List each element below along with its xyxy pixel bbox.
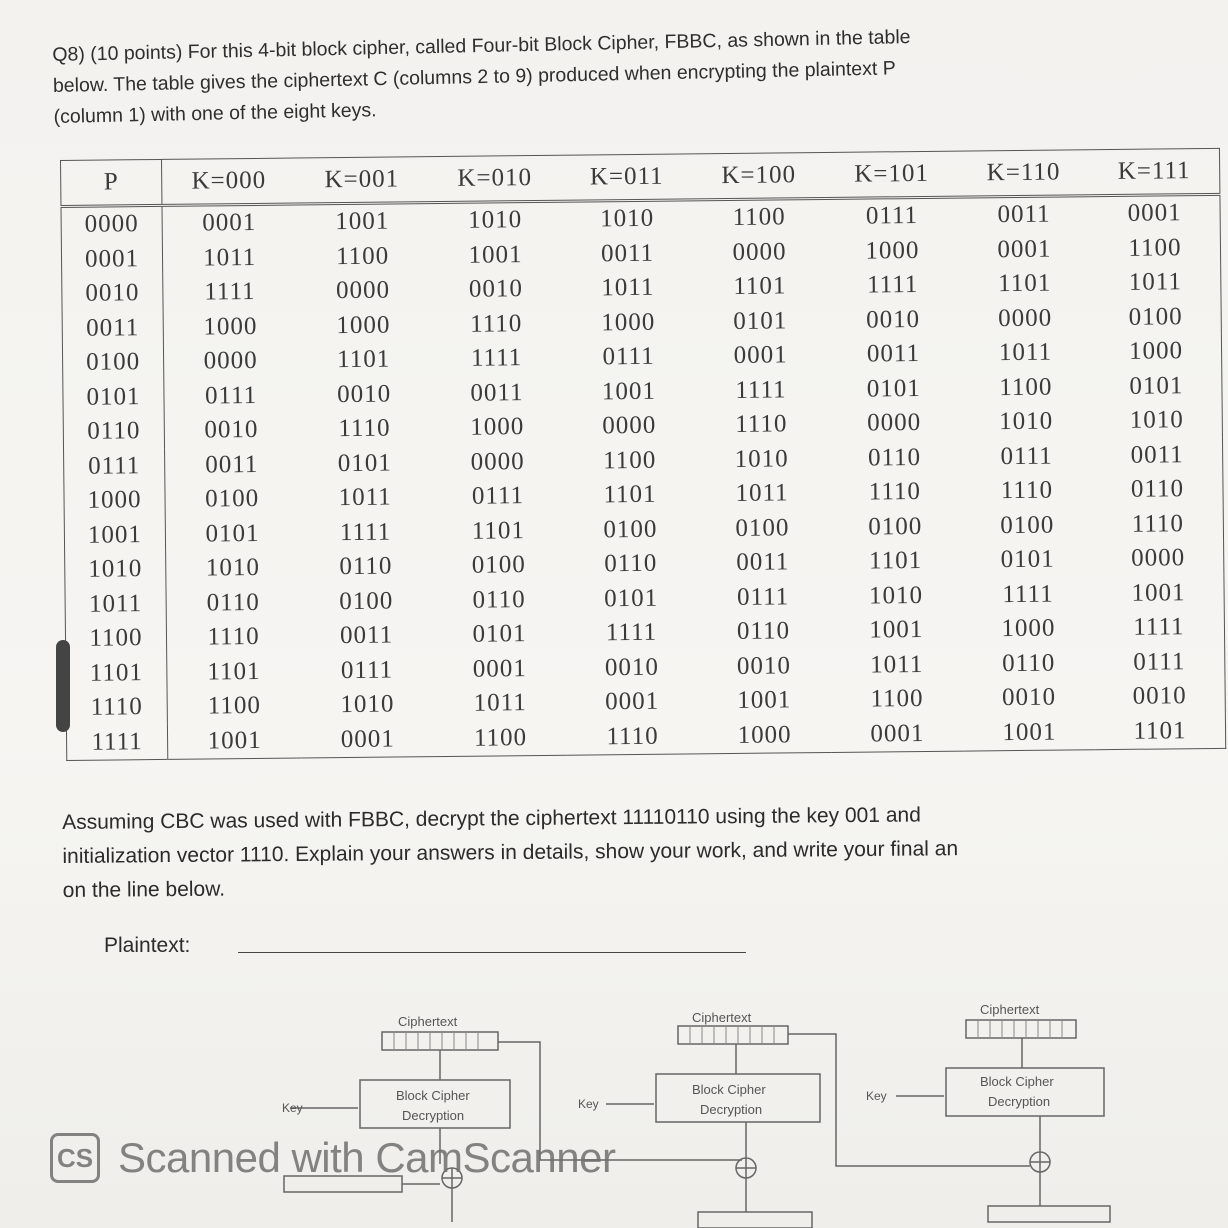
ciphertext-cell: 0110 — [1002, 649, 1056, 677]
plaintext-cell: 0101 — [63, 379, 164, 415]
ciphertext-cell: 1101 — [733, 272, 787, 301]
ciphertext-cell: 0100 — [1128, 303, 1183, 331]
ciphertext-cell: 1011 — [338, 483, 392, 512]
ciphertext-cell: 0011 — [1130, 440, 1184, 469]
header-key-8: K=111 — [1089, 148, 1220, 195]
ciphertext-cell: 1000 — [1001, 614, 1056, 643]
ciphertext-cell: 0011 — [470, 378, 524, 407]
block-label-1a: Block Cipher — [396, 1088, 470, 1103]
header-key-3: K=010 — [428, 155, 561, 202]
camscanner-watermark — [50, 1130, 615, 1186]
ciphertext-box-2 — [678, 1026, 788, 1044]
ciphertext-cell: 1001 — [1002, 718, 1057, 746]
ciphertext-cell: 0111 — [1133, 647, 1186, 676]
ciphertext-cell: 1000 — [203, 312, 258, 341]
header-key-6: K=101 — [825, 151, 958, 198]
ciphertext-cell: 0100 — [868, 512, 923, 541]
ciphertext-cell: 0100 — [205, 485, 260, 513]
plaintext-cell: 0110 — [63, 414, 164, 450]
ciphertext-cell: 0000 — [470, 447, 525, 476]
ciphertext-cell: 1100 — [603, 446, 657, 475]
header-key-5: K=100 — [692, 152, 825, 199]
ciphertext-cell: 1001 — [468, 240, 523, 269]
ciphertext-cell: 0111 — [1000, 442, 1053, 470]
ciphertext-cell: 0110 — [339, 552, 393, 581]
ciphertext-cell: 0101 — [337, 449, 392, 477]
ciphertext-cell: 0111 — [340, 656, 394, 684]
ciphertext-cell: 0101 — [733, 307, 788, 335]
ciphertext-cell: 1001 — [869, 616, 924, 644]
ciphertext-cell: 1111 — [1133, 613, 1185, 642]
ciphertext-cell: 0110 — [736, 617, 791, 646]
ciphertext-cell: 0000 — [997, 304, 1053, 332]
plaintext-cell: 1010 — [65, 552, 166, 588]
ciphertext-cell: 1011 — [1128, 268, 1183, 297]
question-line-2: below. The table gives the ciphertext C (columns 2 to 9) produced when encrypting the plaintext P — [52, 57, 896, 97]
ciphertext-cell: 0001 — [340, 725, 395, 753]
page-edge-mark — [56, 640, 70, 732]
ciphertext-cell: 1100 — [207, 692, 262, 720]
key-label-1: Key — [282, 1101, 303, 1115]
ciphertext-cell: 1101 — [207, 657, 261, 686]
ciphertext-box-1 — [382, 1032, 498, 1050]
ciphertext-cell: 1110 — [207, 623, 260, 651]
block-label-3b: Decryption — [988, 1094, 1051, 1109]
header-key-4: K=011 — [561, 154, 693, 201]
ciphertext-cell: 1101 — [471, 516, 526, 545]
ciphertext-cell: 0000 — [867, 409, 922, 437]
ciphertext-cell: 1011 — [735, 479, 789, 508]
ciphertext-cell: 0000 — [335, 276, 391, 305]
ciphertext-cell: 1101 — [868, 547, 923, 575]
answer-line[interactable] — [238, 952, 746, 953]
ciphertext-cell: 1011 — [473, 689, 527, 717]
ciphertext-cell: 1110 — [338, 414, 391, 443]
ciphertext-cell: 1111 — [735, 376, 787, 404]
ciphertext-cell: 1101 — [337, 345, 391, 374]
ciphertext-cell: 0001 — [870, 719, 925, 748]
ciphertext-label-2: Ciphertext — [692, 1010, 752, 1025]
ciphertext-cell: 1101 — [998, 269, 1052, 298]
ciphertext-cell: 0010 — [604, 653, 659, 682]
ciphertext-cell: 1010 — [734, 445, 789, 473]
ciphertext-cell: 0110 — [206, 588, 260, 617]
ciphertext-cell: 1011 — [601, 274, 655, 302]
ciphertext-cell: 0011 — [205, 450, 259, 479]
prompt-line-3: on the line below. — [62, 877, 226, 902]
ciphertext-cell: 1111 — [470, 344, 523, 372]
plaintext-cell: 1111 — [66, 724, 167, 760]
ciphertext-cell: 0001 — [472, 654, 527, 683]
ciphertext-label-3: Ciphertext — [980, 1002, 1040, 1017]
ciphertext-cell: 0011 — [600, 239, 655, 268]
ciphertext-cell: 1110 — [868, 478, 922, 506]
plaintext-cell: 0000 — [61, 205, 162, 242]
ciphertext-cell: 0011 — [866, 340, 921, 368]
ciphertext-cell: 1001 — [737, 686, 792, 715]
ciphertext-cell: 0101 — [472, 620, 527, 648]
ciphertext-cell: 1011 — [202, 243, 257, 272]
cbc-decryption-diagram — [0, 990, 1228, 1228]
ciphertext-cell: 1111 — [866, 271, 919, 299]
ciphertext-cell: 0110 — [1130, 475, 1185, 504]
plaintext-box-2 — [698, 1212, 812, 1228]
plaintext-cell: 0010 — [62, 276, 163, 312]
header-plaintext: P — [61, 159, 162, 206]
prompt-text — [62, 796, 1223, 908]
cipher-table — [60, 148, 1226, 761]
ciphertext-cell: 0100 — [471, 551, 526, 579]
ciphertext-cell: 1100 — [999, 373, 1053, 401]
plaintext-box-3 — [988, 1206, 1110, 1222]
ciphertext-cell: 0100 — [339, 587, 394, 615]
ciphertext-cell: 0010 — [204, 416, 259, 444]
ciphertext-cell: 0010 — [468, 275, 524, 303]
watermark-text: Scanned with CamScanner — [118, 1134, 616, 1181]
plaintext-cell: 0100 — [62, 345, 163, 381]
ciphertext-cell: 1100 — [732, 203, 786, 232]
ciphertext-cell: 1100 — [870, 685, 924, 713]
ciphertext-cell: 0101 — [1129, 371, 1184, 400]
question-text — [52, 16, 1194, 133]
ciphertext-cell: 0100 — [1000, 511, 1055, 539]
ciphertext-cell: 0111 — [736, 583, 790, 611]
ciphertext-cell: 1100 — [473, 723, 528, 752]
ciphertext-cell: 0001 — [605, 688, 660, 716]
ciphertext-cell: 0010 — [336, 380, 392, 408]
ciphertext-cell: 0111 — [471, 482, 525, 510]
ciphertext-cell: 1001 — [601, 377, 657, 406]
ciphertext-cell: 1010 — [468, 206, 523, 234]
ciphertext-cell: 0000 — [732, 238, 787, 266]
ciphertext-cell: 0000 — [1131, 544, 1186, 573]
ciphertext-cell: 0010 — [736, 652, 792, 680]
ciphertext-cell: 0111 — [204, 381, 258, 410]
ciphertext-cell: 0110 — [867, 443, 922, 472]
ciphertext-cell: 0010 — [865, 305, 921, 334]
table-body — [61, 194, 1226, 760]
ciphertext-cell: 1010 — [868, 581, 924, 610]
ciphertext-cell: 1010 — [1129, 406, 1184, 435]
ciphertext-cell: 1110 — [1000, 476, 1054, 505]
ciphertext-cell: 1000 — [601, 308, 656, 337]
ciphertext-cell: 1101 — [603, 481, 657, 509]
ciphertext-cell: 1111 — [1002, 580, 1054, 608]
block-label-1b: Decryption — [402, 1108, 465, 1123]
plaintext-cell: 0111 — [64, 448, 165, 484]
plaintext-cell: 1100 — [65, 621, 166, 657]
ciphertext-cell: 0101 — [205, 519, 260, 548]
ciphertext-cell: 1111 — [204, 278, 256, 306]
ciphertext-cell: 0111 — [865, 202, 919, 230]
ciphertext-cell: 1110 — [735, 410, 788, 439]
header-key-2: K=001 — [295, 157, 428, 204]
key-label-3: Key — [866, 1089, 887, 1103]
ciphertext-box-3 — [966, 1020, 1076, 1038]
block-label-3a: Block Cipher — [980, 1074, 1054, 1089]
ciphertext-cell: 0100 — [735, 514, 790, 542]
block-label-2a: Block Cipher — [692, 1082, 766, 1097]
ciphertext-cell: 1100 — [1128, 234, 1182, 262]
header-key-7: K=110 — [958, 150, 1090, 197]
ciphertext-cell: 0010 — [1132, 682, 1187, 711]
ciphertext-cell: 0110 — [604, 550, 658, 578]
cipher-table-container — [60, 148, 1226, 770]
ciphertext-cell: 1110 — [1131, 510, 1185, 538]
ciphertext-cell: 0011 — [736, 548, 790, 577]
ciphertext-cell: 0101 — [866, 374, 921, 403]
prompt-line-2: initialization vector 1110. Explain your answers in details, show your work, and write your final an — [62, 837, 959, 868]
ciphertext-cell: 0110 — [472, 585, 526, 614]
ciphertext-cell: 0101 — [1000, 545, 1055, 574]
ciphertext-cell: 1111 — [339, 518, 392, 546]
ciphertext-cell: 1001 — [1131, 578, 1186, 607]
ciphertext-cell: 1100 — [335, 242, 390, 270]
ciphertext-cell: 0011 — [339, 621, 394, 650]
ciphertext-cell: 0010 — [1001, 683, 1057, 712]
prompt-line-1: Assuming CBC was used with FBBC, decrypt the ciphertext 11110110 using the key 001 and — [62, 803, 921, 834]
ciphertext-cell: 1000 — [336, 311, 391, 339]
plaintext-cell: 0001 — [61, 241, 162, 277]
plaintext-cell: 1011 — [65, 586, 166, 622]
ciphertext-cell: 1010 — [600, 205, 655, 233]
ciphertext-cell: 1001 — [335, 207, 390, 236]
ciphertext-cell: 1101 — [1133, 716, 1187, 745]
block-label-2b: Decryption — [700, 1102, 763, 1117]
ciphertext-cell: 1000 — [1128, 337, 1184, 366]
ciphertext-cell: 0111 — [602, 343, 655, 371]
plaintext-cell: 0011 — [62, 310, 163, 346]
ciphertext-cell: 1011 — [870, 650, 924, 679]
ciphertext-cell: 1000 — [470, 413, 525, 441]
ciphertext-cell: 1010 — [205, 554, 261, 582]
ciphertext-cell: 0001 — [1127, 199, 1182, 228]
ciphertext-cell: 0100 — [603, 515, 658, 544]
ciphertext-cell: 1110 — [606, 722, 659, 751]
ciphertext-cell: 0001 — [733, 341, 788, 370]
ciphertext-cell: 1000 — [865, 236, 920, 265]
ciphertext-cell: 0101 — [603, 584, 659, 613]
plaintext-cell: 1000 — [64, 483, 165, 519]
ciphertext-cell: 0011 — [997, 200, 1051, 229]
question-line-3: (column 1) with one of the eight keys. — [53, 99, 377, 128]
ciphertext-cell: 0000 — [203, 347, 258, 375]
ciphertext-cell: 0001 — [997, 235, 1052, 263]
ciphertext-cell: 0000 — [602, 412, 657, 440]
ciphertext-cell: 1011 — [998, 338, 1053, 367]
ciphertext-label-1: Ciphertext — [398, 1014, 458, 1029]
key-label-2: Key — [578, 1097, 599, 1111]
header-key-1: K=000 — [161, 158, 295, 205]
ciphertext-cell: 1110 — [470, 309, 523, 338]
ciphertext-cell: 1111 — [605, 619, 658, 647]
plaintext-cell: 1110 — [66, 690, 167, 726]
ciphertext-cell: 1001 — [207, 726, 262, 755]
plaintext-cell: 1001 — [64, 517, 165, 553]
ciphertext-cell: 1010 — [999, 407, 1054, 436]
ciphertext-cell: 0001 — [202, 209, 257, 237]
answer-label: Plaintext: — [104, 934, 191, 957]
plaintext-cell: 1101 — [66, 655, 167, 691]
ciphertext-cell: 1000 — [737, 721, 792, 749]
ciphertext-cell: 1010 — [340, 690, 395, 719]
question-line-1: Q8) (10 points) For this 4-bit block cipher, called Four-bit Block Cipher, FBBC, as shown in the table — [52, 26, 911, 66]
camscanner-logo-icon: CS — [50, 1133, 100, 1183]
